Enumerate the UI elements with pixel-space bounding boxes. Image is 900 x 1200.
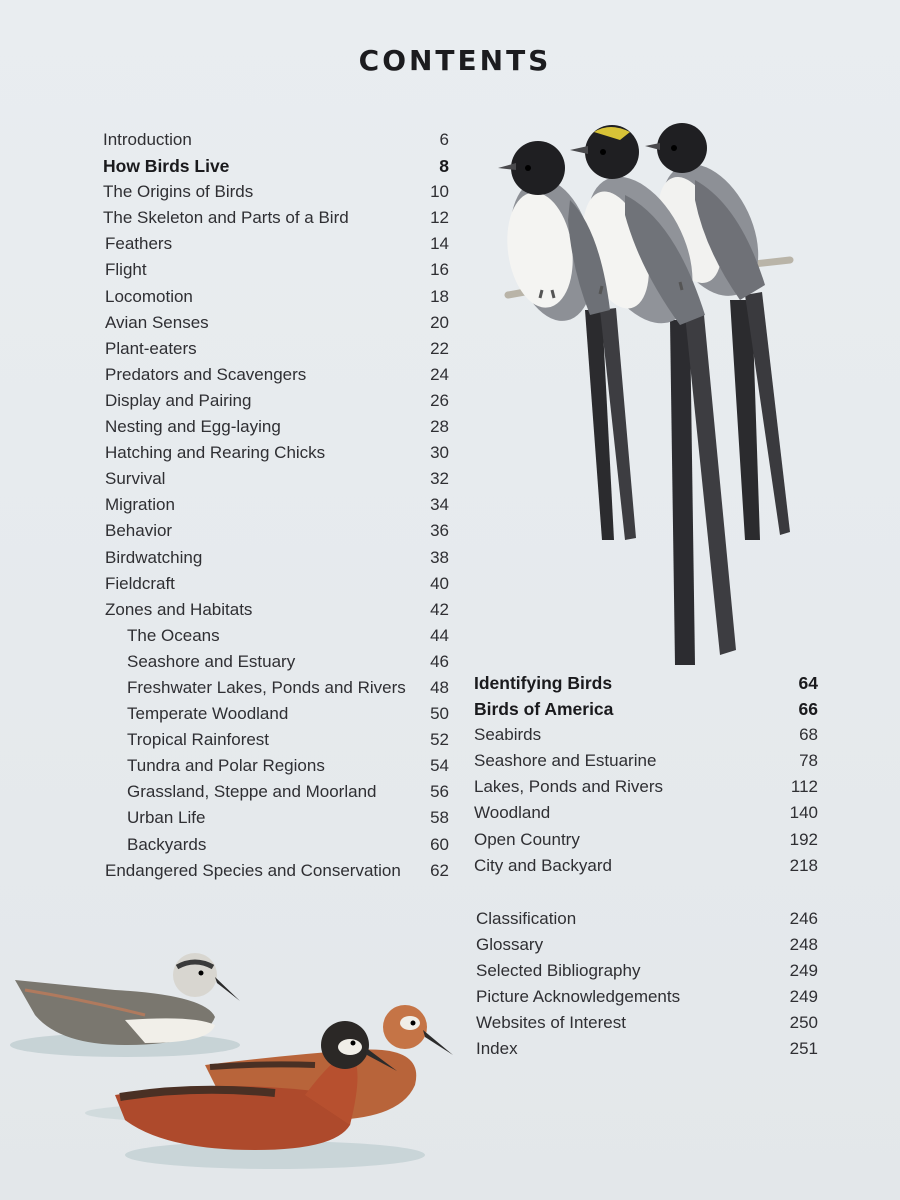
toc-entry-grassland-steppe-and-moorland [103, 779, 449, 805]
toc-right-back-matter-column [476, 906, 818, 1063]
toc-entry-birds-of-america [474, 696, 818, 722]
toc-entry-migration [103, 492, 449, 518]
toc-page-number: 46 [430, 651, 449, 671]
phalaropes-illustration [5, 945, 460, 1185]
toc-entry-lakes-ponds-and-rivers [474, 774, 818, 800]
toc-entry-the-origins-of-birds [103, 179, 449, 205]
toc-page-number: 52 [430, 730, 449, 750]
toc-entry-urban-life [103, 805, 449, 831]
toc-entry-seashore-and-estuary [103, 649, 449, 675]
toc-entry-seashore-and-estuarine [474, 748, 818, 774]
toc-entry-feathers [103, 231, 449, 257]
toc-page-number: 56 [430, 782, 449, 802]
toc-entry-title: Birdwatching [105, 547, 203, 567]
toc-entry-title: Display and Pairing [105, 390, 252, 410]
toc-entry-plant-eaters [103, 336, 449, 362]
toc-page-number: 24 [430, 364, 449, 384]
toc-entry-title: Endangered Species and Conservation [105, 860, 401, 880]
toc-page-number: 42 [430, 599, 449, 619]
toc-page-number: 26 [430, 390, 449, 410]
toc-page-number: 6 [439, 130, 449, 149]
toc-page-number: 54 [430, 756, 449, 776]
toc-entry-title: Urban Life [127, 808, 206, 828]
toc-entry-city-and-backyard [474, 853, 818, 879]
page-title: CONTENTS [358, 44, 552, 77]
toc-entry-hatching-and-rearing-chicks [103, 440, 449, 466]
toc-page-number: 58 [430, 808, 449, 828]
toc-entry-title: Seabirds [474, 725, 542, 745]
toc-page-number: 22 [430, 338, 449, 358]
toc-entry-index [476, 1036, 818, 1062]
toc-page-number: 249 [789, 987, 818, 1007]
toc-page-number: 10 [430, 182, 449, 202]
toc-entry-locomotion [103, 284, 449, 310]
toc-entry-predators-and-scavengers [103, 362, 449, 388]
toc-entry-title: Open Country [474, 829, 580, 849]
toc-page-number: 14 [430, 234, 449, 254]
toc-page-number: 18 [430, 286, 449, 306]
toc-entry-how-birds-live [103, 153, 449, 179]
toc-entry-title: Websites of Interest [476, 1013, 626, 1033]
toc-entry-tropical-rainforest [103, 727, 449, 753]
toc-entry-behavior [103, 518, 449, 544]
toc-entry-selected-bibliography [476, 958, 818, 984]
toc-page-number: 66 [798, 699, 818, 720]
toc-entry-picture-acknowledgements [476, 984, 818, 1010]
toc-entry-temperate-woodland [103, 701, 449, 727]
toc-page-number: 12 [430, 208, 449, 228]
toc-entry-title: Zones and Habitats [105, 599, 253, 619]
toc-entry-title: Freshwater Lakes, Ponds and Rivers [127, 677, 406, 697]
toc-entry-open-country [474, 827, 818, 853]
toc-entry-title: Plant-eaters [105, 338, 197, 358]
toc-entry-title: Behavior [105, 521, 173, 541]
toc-page-number: 251 [789, 1039, 818, 1059]
toc-entry-title: Migration [105, 495, 175, 515]
toc-entry-title: Seashore and Estuary [127, 651, 296, 671]
toc-entry-classification [476, 906, 818, 932]
toc-entry-title: Tropical Rainforest [127, 730, 270, 750]
toc-entry-title: Feathers [105, 234, 173, 254]
toc-entry-websites-of-interest [476, 1010, 818, 1036]
toc-entry-title: Avian Senses [105, 312, 209, 332]
toc-entry-title: Woodland [474, 803, 551, 823]
toc-right-main-column [474, 670, 818, 879]
toc-entry-avian-senses [103, 310, 449, 336]
toc-entry-the-skeleton-and-parts-of-a-bird [103, 205, 449, 231]
toc-entry-seabirds [474, 722, 818, 748]
toc-page-number: 28 [430, 417, 449, 437]
toc-left-column [103, 127, 449, 884]
toc-page-number: 30 [430, 443, 449, 463]
toc-entry-title: Lakes, Ponds and Rivers [474, 777, 663, 797]
toc-entry-flight [103, 257, 449, 283]
toc-page-number: 246 [789, 909, 818, 928]
toc-entry-title: The Skeleton and Parts of a Bird [103, 208, 349, 228]
toc-entry-title: The Oceans [127, 625, 220, 645]
toc-entry-freshwater-lakes-ponds-and-rivers [103, 675, 449, 701]
toc-entry-fieldcraft [103, 571, 449, 597]
toc-entry-title: Classification [476, 909, 577, 928]
toc-page-number: 44 [430, 625, 449, 645]
toc-entry-tundra-and-polar-regions [103, 753, 449, 779]
toc-entry-birdwatching [103, 545, 449, 571]
toc-page-number: 50 [430, 704, 449, 724]
toc-page-number: 16 [430, 260, 449, 280]
toc-entry-title: Predators and Scavengers [105, 364, 307, 384]
toc-entry-title: Grassland, Steppe and Moorland [127, 782, 377, 802]
toc-entry-title: How Birds Live [103, 156, 230, 177]
toc-entry-title: Birds of America [474, 699, 614, 720]
toc-page-number: 60 [430, 834, 449, 854]
toc-page-number: 140 [789, 803, 818, 823]
toc-entry-title: City and Backyard [474, 855, 612, 875]
toc-page-number: 192 [789, 829, 818, 849]
toc-page-number: 68 [799, 725, 818, 745]
toc-entry-title: Hatching and Rearing Chicks [105, 443, 326, 463]
toc-entry-title: Survival [105, 469, 166, 489]
flycatchers-illustration [490, 110, 810, 680]
toc-entry-glossary [476, 932, 818, 958]
toc-entry-title: Glossary [476, 935, 544, 955]
toc-page-number: 249 [789, 961, 818, 981]
toc-page-number: 64 [798, 673, 818, 693]
toc-page-number: 62 [430, 860, 449, 880]
toc-entry-title: Picture Acknowledgements [476, 987, 681, 1007]
toc-page-number: 34 [430, 495, 449, 515]
toc-entry-title: Index [476, 1039, 518, 1059]
toc-entry-endangered-species-and-conservation [103, 858, 449, 884]
toc-entry-title: Locomotion [105, 286, 193, 306]
toc-page-number: 38 [430, 547, 449, 567]
toc-entry-display-and-pairing [103, 388, 449, 414]
toc-entry-title: Fieldcraft [105, 573, 175, 593]
toc-entry-title: Temperate Woodland [127, 704, 289, 724]
toc-entry-title: Identifying Birds [474, 673, 613, 693]
toc-entry-title: Tundra and Polar Regions [127, 756, 325, 776]
toc-entry-title: The Origins of Birds [103, 182, 254, 202]
toc-entry-backyards [103, 832, 449, 858]
toc-page-number: 112 [790, 777, 818, 797]
toc-entry-nesting-and-egg-laying [103, 414, 449, 440]
toc-page-number: 78 [799, 751, 818, 771]
toc-page-number: 20 [430, 312, 449, 332]
toc-entry-the-oceans [103, 623, 449, 649]
toc-page-number: 218 [789, 855, 818, 875]
toc-entry-woodland [474, 800, 818, 826]
toc-entry-title: Flight [105, 260, 147, 280]
toc-entry-title: Selected Bibliography [476, 961, 641, 981]
toc-entry-survival [103, 466, 449, 492]
toc-page-number: 8 [439, 156, 449, 177]
toc-page-number: 248 [789, 935, 818, 955]
toc-entry-title: Backyards [127, 834, 207, 854]
toc-page-number: 40 [430, 573, 449, 593]
toc-entry-title: Seashore and Estuarine [474, 751, 657, 771]
toc-entry-title: Nesting and Egg-laying [105, 417, 281, 437]
toc-page-number: 48 [430, 677, 449, 697]
toc-entry-introduction [103, 127, 449, 153]
toc-page-number: 32 [430, 469, 449, 489]
toc-entry-title: Introduction [103, 130, 192, 149]
toc-entry-zones-and-habitats [103, 597, 449, 623]
toc-page-number: 36 [430, 521, 449, 541]
toc-page-number: 250 [789, 1013, 818, 1033]
